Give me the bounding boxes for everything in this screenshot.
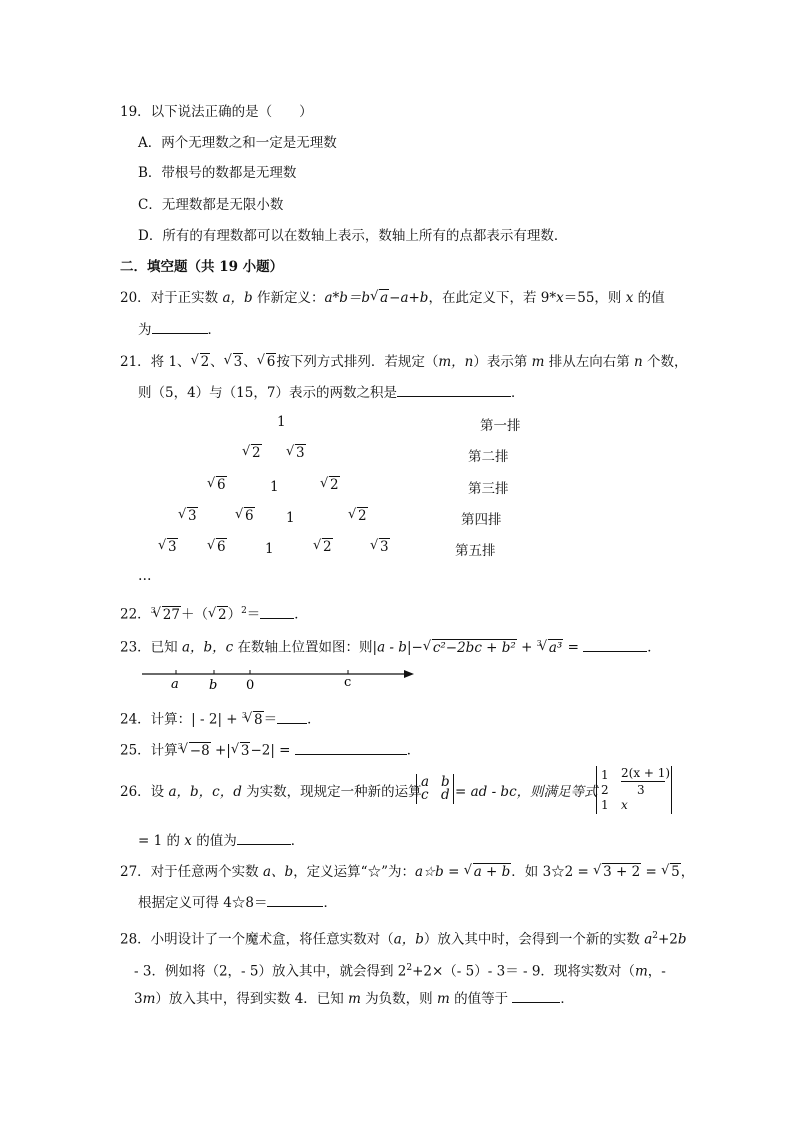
axis-label-a: a: [171, 677, 179, 692]
answer-blank[interactable]: [397, 384, 511, 397]
q25: 25．计算$^3$√ −8 +|√ 3−2| = ．: [120, 737, 420, 761]
triangle-cell: 1: [286, 510, 295, 526]
triangle-cell: √ 3: [370, 539, 390, 555]
axis-label-zero: 0: [246, 678, 255, 693]
number-line: [138, 664, 418, 694]
q19-option-a: A．两个无理数之和一定是无理数: [138, 135, 337, 151]
answer-blank[interactable]: [237, 832, 291, 845]
triangle-cell: √ 6: [235, 508, 255, 524]
answer-blank[interactable]: [583, 639, 647, 652]
q28-line2: - 3．例如将（2，- 5）放入其中，就会得到 $2^2+2\times(-$ 5）- 3＝ - 9．现将实数对（m，-: [134, 963, 666, 980]
q26-rule: = ad - bc，则满足等式: [455, 784, 598, 800]
row-label: 第五排: [455, 543, 496, 559]
section-title: 二．填空题（共 19 小题）: [120, 259, 284, 275]
triangle-cell: √ 2: [348, 508, 368, 524]
ellipsis: …: [138, 568, 152, 584]
row-label: 第二排: [468, 449, 509, 465]
q27-line2: 根据定义可得 4☆8＝ ．: [138, 895, 337, 911]
answer-blank[interactable]: [260, 606, 294, 619]
q26-line1: 26．设 a，b，c，d 为实数，现规定一种新的运算: [120, 784, 422, 800]
q26-line2: = 1 的 x 的值为 ．: [138, 833, 305, 849]
q21-line2: 则（5，4）与（15，7）表示的两数之积是 ．: [138, 385, 525, 401]
axis-label-c: c: [344, 675, 352, 690]
row-label: 第一排: [480, 418, 521, 434]
q28-line1: 28．小明设计了一个魔术盒，将任意实数对（a，b）放入其中时，会得到一个新的实数 $a^2+2b$: [120, 931, 687, 948]
triangle-cell: √ 3: [286, 445, 306, 461]
q21-line1: 21．将 1、√ 2、√ 3、√ 6按下列方式排列．若规定（m，n）表示第 m 排从左向右第 n 个数，: [120, 352, 688, 372]
determinant-2x2: a b c d: [416, 774, 454, 804]
answer-blank[interactable]: [152, 321, 208, 334]
q20-line2: 为 ．: [138, 322, 221, 338]
q20-line1: 20．对于正实数 a，b 作新定义：a*b＝b√ a−a+b，在此定义下，若 9*x＝55，则 x 的值: [120, 288, 665, 308]
determinant-3x2: 1 2(x + 1) 2 3 1 x: [596, 766, 672, 814]
triangle-cell: √ 2: [313, 539, 333, 555]
row-label: 第四排: [461, 512, 502, 528]
answer-blank[interactable]: [512, 990, 560, 1003]
answer-blank[interactable]: [277, 711, 307, 724]
q28-line3: 3m）放入其中，得到实数 4．已知 m 为负数，则 m 的值等于 ．: [134, 991, 574, 1007]
triangle-cell: √ 3: [158, 539, 178, 555]
q22: 22．$^3$√ 27＋（√ 2）$^2$＝ ．: [120, 601, 308, 625]
answer-blank[interactable]: [295, 742, 407, 755]
triangle-cell: √ 6: [207, 477, 227, 493]
triangle-cell: 1: [270, 479, 279, 495]
answer-blank[interactable]: [267, 894, 323, 907]
triangle-cell: √ 3: [178, 508, 198, 524]
q19-option-d: D．所有的有理数都可以在数轴上表示，数轴上所有的点都表示有理数．: [138, 228, 568, 244]
q19-option-c: C．无理数都是无限小数: [138, 197, 284, 213]
q27-line1: 27．对于任意两个实数 a、b，定义运算“☆”为：a☆b = √ a + b．如 3☆2 = √ 3 + 2 = √ 5，: [120, 862, 694, 882]
triangle-cell: √ 2: [320, 477, 340, 493]
q23: 23．已知 a，b，c 在数轴上位置如图：则|a - b|−√ c²−2bc + b² + $^3$√ a³ = ．: [120, 634, 661, 658]
q19-option-b: B．带根号的数都是无理数: [138, 165, 297, 181]
q19-stem: 19．以下说法正确的是（ ）: [120, 104, 313, 120]
axis-label-b: b: [209, 678, 218, 693]
triangle-cell: 1: [277, 414, 286, 430]
triangle-cell: √ 2: [242, 445, 262, 461]
row-label: 第三排: [468, 481, 509, 497]
triangle-cell: 1: [265, 541, 274, 557]
triangle-cell: √ 6: [207, 539, 227, 555]
axis-arrow: [404, 670, 414, 678]
q24: 24．计算：| - 2| + $^3$√ 8＝ ．: [120, 706, 321, 730]
